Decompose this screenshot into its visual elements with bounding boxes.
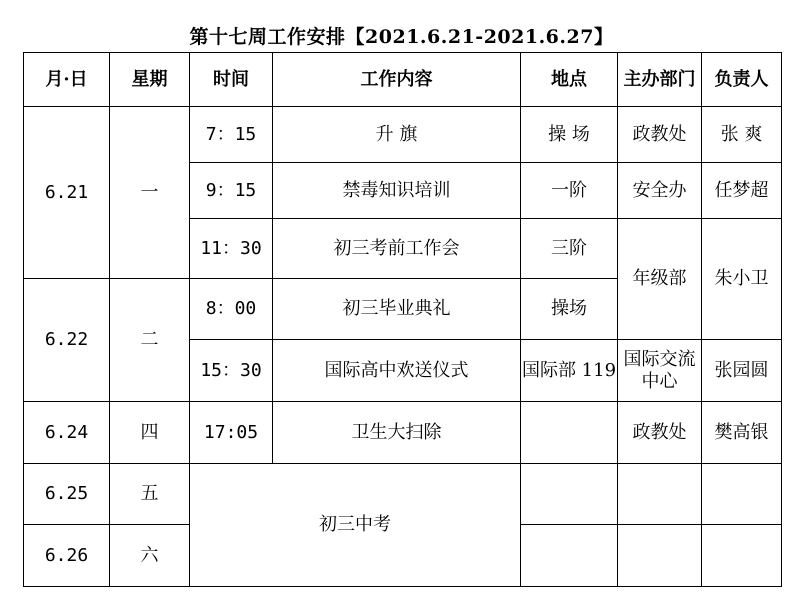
dept-cell: 政教处 [618, 107, 702, 163]
page-title: 第十七周工作安排【2021.6.21-2021.6.27】 [189, 26, 614, 48]
content-cell: 国际高中欢送仪式 [273, 340, 521, 402]
location-cell [521, 525, 618, 587]
header-location: 地点 [521, 53, 618, 107]
content-cell: 升 旗 [273, 107, 521, 163]
dept-cell [618, 525, 702, 587]
dept-cell: 年级部 [618, 219, 702, 340]
dept-cell: 安全办 [618, 163, 702, 219]
table-row [24, 464, 782, 525]
owner-cell: 任梦超 [702, 163, 782, 219]
header-dept: 主办部门 [618, 53, 702, 107]
header-weekday: 星期 [110, 53, 190, 107]
weekday-cell: 四 [110, 402, 190, 464]
weekday-cell: 六 [110, 525, 190, 587]
weekday-cell: 一 [110, 107, 190, 279]
owner-cell [702, 464, 782, 525]
location-cell: 一阶 [521, 163, 618, 219]
location-cell: 操 场 [521, 107, 618, 163]
date-cell: 6.26 [24, 525, 110, 587]
date-cell: 6.24 [24, 402, 110, 464]
table-row [24, 402, 782, 464]
location-cell: 操场 [521, 279, 618, 340]
time-cell: 11：30 [190, 219, 273, 279]
header-time: 时间 [190, 53, 273, 107]
location-cell: 国际部 119 [521, 340, 618, 402]
owner-cell: 张园圆 [702, 340, 782, 402]
location-cell: 三阶 [521, 219, 618, 279]
schedule-table [23, 52, 782, 587]
time-cell: 8：00 [190, 279, 273, 340]
content-cell: 初三中考 [190, 464, 521, 587]
table-row [24, 107, 782, 163]
header-date: 月·日 [24, 53, 110, 107]
date-cell: 6.25 [24, 464, 110, 525]
dept-cell: 国际交流中心 [618, 340, 702, 402]
dept-cell: 政教处 [618, 402, 702, 464]
time-cell: 9：15 [190, 163, 273, 219]
owner-cell [702, 525, 782, 587]
time-cell: 7：15 [190, 107, 273, 163]
weekday-cell: 五 [110, 464, 190, 525]
location-cell [521, 464, 618, 525]
header-owner: 负责人 [702, 53, 782, 107]
header-row [24, 53, 782, 107]
time-cell: 15：30 [190, 340, 273, 402]
owner-cell: 张 爽 [702, 107, 782, 163]
time-cell: 17:05 [190, 402, 273, 464]
owner-cell: 朱小卫 [702, 219, 782, 340]
dept-cell [618, 464, 702, 525]
location-cell [521, 402, 618, 464]
content-cell: 禁毒知识培训 [273, 163, 521, 219]
content-cell: 初三毕业典礼 [273, 279, 521, 340]
header-content: 工作内容 [273, 53, 521, 107]
content-cell: 卫生大扫除 [273, 402, 521, 464]
owner-cell: 樊高银 [702, 402, 782, 464]
date-cell: 6.22 [24, 279, 110, 402]
date-cell: 6.21 [24, 107, 110, 279]
weekday-cell: 二 [110, 279, 190, 402]
content-cell: 初三考前工作会 [273, 219, 521, 279]
